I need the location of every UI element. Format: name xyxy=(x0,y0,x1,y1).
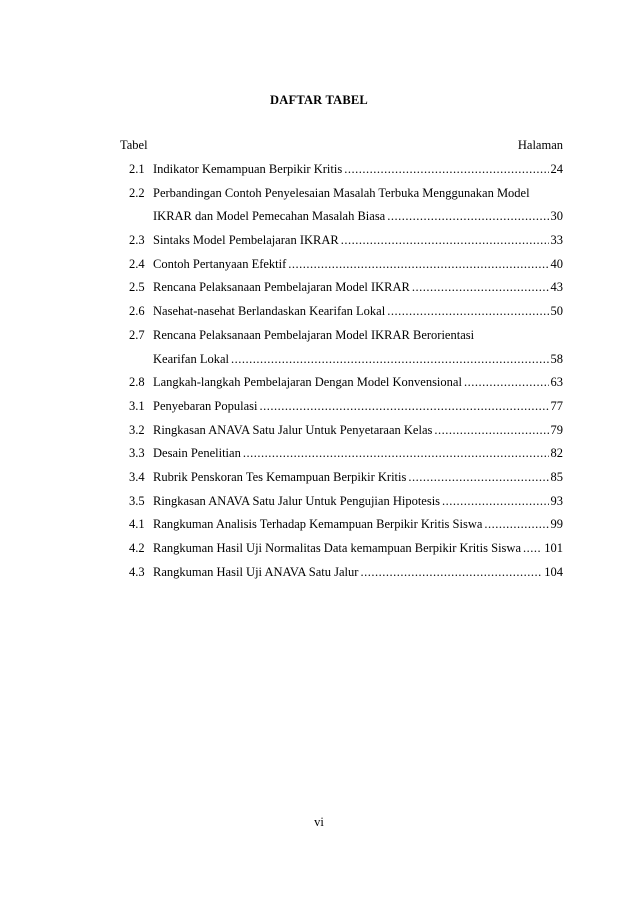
table-of-tables xyxy=(129,158,563,584)
toc-entry-title: Indikator Kemampuan Berpikir Kritis xyxy=(153,162,343,176)
toc-entry-page: 99 xyxy=(550,517,563,532)
toc-leader-dots xyxy=(408,466,548,490)
column-label-tabel: Tabel xyxy=(120,138,148,152)
toc-entry-title: Rangkuman Analisis Terhadap Kemampuan Berpikir Kritis Siswa xyxy=(153,517,483,532)
toc-entry-title: Perbandingan Contoh Penyelesaian Masalah Terbuka Menggunakan Model xyxy=(153,185,530,200)
toc-entry-title: Sintaks Model Pembelajaran IKRAR xyxy=(153,233,339,248)
toc-entry-title: Rencana Pelaksanaan Pembelajaran Model IKRAR Berorientasi xyxy=(153,327,475,342)
toc-leader-dots xyxy=(412,276,549,300)
toc-entry-title: Langkah-langkah Pembelajaran Dengan Model Konvensional xyxy=(153,375,462,390)
toc-entry-number: 2.1 xyxy=(129,162,145,176)
toc-entry-title: Penyebaran Populasi xyxy=(153,398,258,413)
toc-entry-page: 93 xyxy=(550,493,563,508)
toc-leader-dots xyxy=(243,442,549,466)
toc-entry-page: 30 xyxy=(550,209,563,224)
toc-entry-title: Contoh Pertanyaan Efektif xyxy=(153,256,287,271)
toc-entry-line xyxy=(129,419,563,443)
toc-entry-page: 101 xyxy=(544,541,563,555)
toc-entry-page: 79 xyxy=(550,422,563,437)
toc-entry-page: 43 xyxy=(550,280,563,295)
toc-entry-number: 2.4 xyxy=(129,256,145,271)
toc-leader-dots xyxy=(442,490,548,514)
toc-entry-page: 63 xyxy=(550,375,563,390)
toc-entry-line xyxy=(129,229,563,253)
toc-entry-page: 104 xyxy=(544,564,563,579)
toc-leader-dots xyxy=(288,253,548,277)
toc-entry-line xyxy=(129,490,563,514)
toc-entry-number: 2.5 xyxy=(129,280,145,295)
toc-entry-number: 2.7 xyxy=(129,327,145,342)
toc-entry-line xyxy=(129,466,563,490)
toc-entry-page: 85 xyxy=(550,469,563,484)
toc-entry-number: 4.3 xyxy=(129,564,145,579)
toc-entry-title: Ringkasan ANAVA Satu Jalur Untuk Pengujian Hipotesis xyxy=(153,493,441,508)
toc-entry-title: Rencana Pelaksanaan Pembelajaran Model IKRAR xyxy=(153,280,410,295)
toc-entry-number: 4.1 xyxy=(129,517,145,532)
toc-entry-number: 3.5 xyxy=(129,493,145,508)
toc-leader-dots xyxy=(231,348,548,372)
toc-entry-line xyxy=(129,300,563,324)
toc-entry-line xyxy=(129,442,563,466)
toc-entry-page: 50 xyxy=(550,304,563,319)
toc-entry-line xyxy=(129,537,563,561)
toc-entry-number: 3.1 xyxy=(129,398,145,413)
toc-leader-dots xyxy=(341,229,549,253)
toc-entry-title: Rubrik Penskoran Tes Kemampuan Berpikir Kritis xyxy=(153,469,407,484)
toc-leader-dots xyxy=(360,561,542,585)
toc-entry-number: 3.4 xyxy=(129,469,145,484)
toc-entry-line xyxy=(129,324,563,348)
toc-entry-page: 77 xyxy=(550,398,563,413)
toc-entry-page: 58 xyxy=(550,351,563,366)
toc-entry-title: Desain Penelitian xyxy=(153,446,241,461)
toc-entry-title: Kearifan Lokal xyxy=(153,351,230,366)
toc-entry-line xyxy=(129,395,563,419)
toc-leader-dots xyxy=(260,395,549,419)
toc-entry-line xyxy=(129,371,563,395)
toc-entry-line xyxy=(129,158,563,182)
toc-leader-dots xyxy=(344,158,548,182)
toc-entry-number: 2.6 xyxy=(129,304,145,319)
toc-entry-number: 2.2 xyxy=(129,185,145,200)
toc-leader-dots xyxy=(434,419,548,443)
toc-entry-number: 3.2 xyxy=(129,422,145,437)
toc-entry-number: 4.2 xyxy=(129,541,145,555)
toc-entry-title: Ringkasan ANAVA Satu Jalur Untuk Penyetaraan Kelas xyxy=(153,422,433,437)
toc-entry-line xyxy=(129,561,563,585)
toc-entry-title: Nasehat-nasehat Berlandaskan Kearifan Lokal xyxy=(153,304,386,319)
toc-entry-title: IKRAR dan Model Pemecahan Masalah Biasa xyxy=(153,209,386,224)
page-title: DAFTAR TABEL xyxy=(270,93,368,107)
toc-entry-number: 2.8 xyxy=(129,375,145,390)
toc-entry-line xyxy=(129,253,563,277)
toc-entry-line xyxy=(129,205,563,229)
toc-entry-number: 2.3 xyxy=(129,233,145,248)
toc-entry-line xyxy=(129,182,563,206)
toc-entry-page: 24 xyxy=(550,162,563,176)
toc-entry-page: 82 xyxy=(550,446,563,461)
toc-leader-dots xyxy=(387,300,548,324)
table-list-header xyxy=(120,138,563,153)
toc-entry-line xyxy=(129,348,563,372)
toc-entry-title: Rangkuman Hasil Uji ANAVA Satu Jalur xyxy=(153,564,359,579)
page-number: vi xyxy=(314,815,324,829)
toc-entry-page: 33 xyxy=(550,233,563,248)
toc-leader-dots xyxy=(484,513,548,537)
toc-leader-dots xyxy=(464,371,549,395)
toc-entry-number: 3.3 xyxy=(129,446,145,461)
toc-entry-page: 40 xyxy=(550,256,563,271)
toc-leader-dots xyxy=(523,537,542,561)
toc-entry-line xyxy=(129,513,563,537)
column-label-halaman: Halaman xyxy=(517,138,563,152)
toc-entry-title: Rangkuman Hasil Uji Normalitas Data kemampuan Berpikir Kritis Siswa xyxy=(153,541,521,555)
toc-entry-line xyxy=(129,276,563,300)
toc-leader-dots xyxy=(387,205,548,229)
